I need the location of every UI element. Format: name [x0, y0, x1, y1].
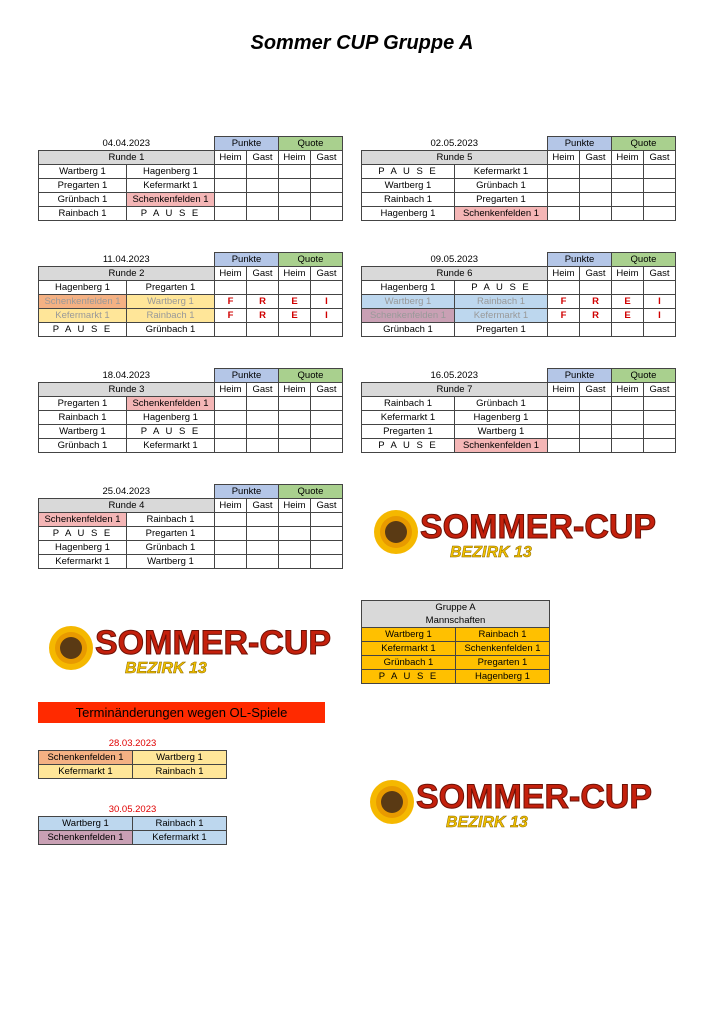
away-team: Kefermarkt 1 [127, 179, 215, 193]
score-cell[interactable] [612, 425, 644, 439]
quote-header: Quote [279, 485, 343, 499]
score-cell[interactable] [580, 165, 612, 179]
sommer-cup-logo [45, 618, 345, 682]
home-team: Hagenberg 1 [362, 281, 455, 295]
home-team: Schenkenfelden 1 [362, 309, 455, 323]
gast-header: Gast [247, 499, 279, 513]
round-label: Runde 4 [39, 499, 215, 513]
change-table-2 [38, 803, 227, 845]
score-cell[interactable] [279, 425, 311, 439]
score-cell[interactable] [644, 207, 676, 221]
score-cell[interactable] [612, 323, 644, 337]
gast-header: Gast [580, 267, 612, 281]
away-team: P A U S E [127, 207, 215, 221]
away-team: Pregarten 1 [127, 527, 215, 541]
punkte-header: Punkte [215, 253, 279, 267]
frei-letter: E [279, 295, 311, 309]
round-date: 09.05.2023 [430, 253, 479, 265]
score-cell[interactable] [548, 193, 580, 207]
round-label: Runde 5 [362, 151, 548, 165]
score-cell[interactable] [279, 527, 311, 541]
score-cell[interactable] [247, 425, 279, 439]
score-cell[interactable] [548, 207, 580, 221]
frei-letter: R [247, 309, 279, 323]
frei-letter: E [612, 295, 644, 309]
score-cell[interactable] [215, 439, 247, 453]
change-table-1 [38, 737, 227, 779]
home-team: Schenkenfelden 1 [39, 513, 127, 527]
score-cell[interactable] [311, 193, 343, 207]
frei-letter: F [548, 309, 580, 323]
frei-letter: I [644, 309, 676, 323]
score-cell[interactable] [580, 323, 612, 337]
score-cell[interactable] [215, 207, 247, 221]
score-cell[interactable] [279, 179, 311, 193]
score-cell[interactable] [215, 425, 247, 439]
score-cell[interactable] [279, 513, 311, 527]
score-cell[interactable] [644, 397, 676, 411]
score-cell[interactable] [247, 207, 279, 221]
team-cell: Rainbach 1 [456, 628, 550, 642]
away-team: Hagenberg 1 [127, 165, 215, 179]
away-team: Hagenberg 1 [455, 411, 548, 425]
heim-header: Heim [215, 267, 247, 281]
round-4-table [38, 484, 343, 569]
home-team: Wartberg 1 [39, 425, 127, 439]
score-cell[interactable] [612, 207, 644, 221]
round-7-table [361, 368, 676, 453]
away-team: Rainbach 1 [455, 295, 548, 309]
score-cell[interactable] [215, 513, 247, 527]
away-team: Wartberg 1 [455, 425, 548, 439]
round-label: Runde 7 [362, 383, 548, 397]
score-cell[interactable] [580, 193, 612, 207]
home-team: P A U S E [39, 527, 127, 541]
sunflower-icon [374, 510, 418, 554]
score-cell[interactable] [215, 555, 247, 569]
quote-header: Quote [612, 369, 676, 383]
home-team: Wartberg 1 [362, 179, 455, 193]
score-cell[interactable] [612, 193, 644, 207]
home-team: Grünbach 1 [39, 193, 127, 207]
round-label: Runde 1 [39, 151, 215, 165]
gast-header: Gast [311, 151, 343, 165]
gast-header: Gast [580, 151, 612, 165]
heim-header: Heim [548, 151, 580, 165]
heim-header: Heim [279, 383, 311, 397]
quote-header: Quote [279, 253, 343, 267]
gruppe-table [361, 600, 550, 684]
score-cell[interactable] [247, 323, 279, 337]
heim-header: Heim [612, 267, 644, 281]
score-cell[interactable] [548, 165, 580, 179]
away-team: Pregarten 1 [455, 323, 548, 337]
score-cell[interactable] [644, 281, 676, 295]
score-cell[interactable] [548, 323, 580, 337]
score-cell[interactable] [612, 439, 644, 453]
quote-header: Quote [612, 137, 676, 151]
gruppe-title: Gruppe A [362, 601, 550, 615]
score-cell[interactable] [644, 193, 676, 207]
frei-letter: F [215, 295, 247, 309]
gast-header: Gast [247, 383, 279, 397]
logo-subtext: BEZIRK 13 [125, 660, 207, 677]
home-team: Rainbach 1 [362, 397, 455, 411]
frei-letter: R [580, 309, 612, 323]
score-cell[interactable] [612, 179, 644, 193]
score-cell[interactable] [644, 323, 676, 337]
team-cell: P A U S E [362, 670, 456, 684]
round-1-table [38, 136, 343, 221]
away-team: Pregarten 1 [455, 193, 548, 207]
score-cell[interactable] [580, 281, 612, 295]
home-team: P A U S E [362, 439, 455, 453]
away-team: Rainbach 1 [127, 309, 215, 323]
away-team: Schenkenfelden 1 [455, 207, 548, 221]
score-cell[interactable] [548, 425, 580, 439]
home-team: Kefermarkt 1 [39, 309, 127, 323]
home-team: Rainbach 1 [362, 193, 455, 207]
away-team: Kefermarkt 1 [455, 309, 548, 323]
frei-letter: R [247, 295, 279, 309]
score-cell[interactable] [548, 397, 580, 411]
home-team: Pregarten 1 [39, 179, 127, 193]
heim-header: Heim [279, 151, 311, 165]
score-cell[interactable] [311, 165, 343, 179]
quote-header: Quote [279, 369, 343, 383]
score-cell[interactable] [247, 193, 279, 207]
round-label: Runde 3 [39, 383, 215, 397]
away-team: Kefermarkt 1 [133, 831, 227, 845]
score-cell[interactable] [247, 179, 279, 193]
logo-subtext: BEZIRK 13 [450, 544, 532, 561]
score-cell[interactable] [215, 165, 247, 179]
score-cell[interactable] [644, 411, 676, 425]
home-team: Kefermarkt 1 [362, 411, 455, 425]
away-team: Wartberg 1 [127, 555, 215, 569]
frei-letter: I [311, 295, 343, 309]
score-cell[interactable] [644, 179, 676, 193]
away-team: Hagenberg 1 [127, 411, 215, 425]
score-cell[interactable] [279, 207, 311, 221]
away-team: Grünbach 1 [127, 323, 215, 337]
score-cell[interactable] [247, 397, 279, 411]
punkte-header: Punkte [548, 137, 612, 151]
sunflower-icon [49, 626, 93, 670]
page-title: Sommer CUP Gruppe A [250, 32, 474, 54]
score-cell[interactable] [612, 281, 644, 295]
score-cell[interactable] [580, 425, 612, 439]
away-team: Pregarten 1 [127, 281, 215, 295]
heim-header: Heim [215, 499, 247, 513]
home-team: P A U S E [362, 165, 455, 179]
score-cell[interactable] [247, 411, 279, 425]
home-team: Grünbach 1 [362, 323, 455, 337]
quote-header: Quote [279, 137, 343, 151]
gast-header: Gast [247, 267, 279, 281]
punkte-header: Punkte [215, 369, 279, 383]
heim-header: Heim [612, 383, 644, 397]
score-cell[interactable] [311, 527, 343, 541]
score-cell[interactable] [644, 439, 676, 453]
team-cell: Pregarten 1 [456, 656, 550, 670]
round-2-table [38, 252, 343, 337]
quote-header: Quote [612, 253, 676, 267]
score-cell[interactable] [548, 281, 580, 295]
round-6-table [361, 252, 676, 337]
frei-letter: F [548, 295, 580, 309]
punkte-header: Punkte [215, 137, 279, 151]
home-team: P A U S E [39, 323, 127, 337]
gast-header: Gast [247, 151, 279, 165]
score-cell[interactable] [247, 165, 279, 179]
score-cell[interactable] [612, 397, 644, 411]
score-cell[interactable] [279, 411, 311, 425]
team-cell: Wartberg 1 [362, 628, 456, 642]
score-cell[interactable] [311, 513, 343, 527]
score-cell[interactable] [215, 411, 247, 425]
sommer-cup-logo [370, 502, 670, 566]
score-cell[interactable] [215, 541, 247, 555]
home-team: Pregarten 1 [362, 425, 455, 439]
away-team: Schenkenfelden 1 [127, 397, 215, 411]
change-date: 28.03.2023 [108, 738, 157, 749]
heim-header: Heim [548, 383, 580, 397]
gast-header: Gast [644, 383, 676, 397]
score-cell[interactable] [279, 165, 311, 179]
away-team: Schenkenfelden 1 [127, 193, 215, 207]
logo-text: SOMMER-CUP [420, 508, 657, 546]
score-cell[interactable] [279, 193, 311, 207]
away-team: Rainbach 1 [133, 765, 227, 779]
score-cell[interactable] [215, 397, 247, 411]
score-cell[interactable] [580, 439, 612, 453]
score-cell[interactable] [548, 411, 580, 425]
punkte-header: Punkte [548, 253, 612, 267]
home-team: Schenkenfelden 1 [39, 751, 133, 765]
away-team: P A U S E [127, 425, 215, 439]
score-cell[interactable] [548, 179, 580, 193]
round-5-table [361, 136, 676, 221]
home-team: Hagenberg 1 [39, 541, 127, 555]
round-date: 16.05.2023 [430, 369, 479, 381]
score-cell[interactable] [247, 541, 279, 555]
home-team: Schenkenfelden 1 [39, 295, 127, 309]
home-team: Rainbach 1 [39, 207, 127, 221]
score-cell[interactable] [247, 439, 279, 453]
score-cell[interactable] [612, 165, 644, 179]
home-team: Grünbach 1 [39, 439, 127, 453]
score-cell[interactable] [311, 425, 343, 439]
frei-letter: R [580, 295, 612, 309]
home-team: Wartberg 1 [362, 295, 455, 309]
punkte-header: Punkte [548, 369, 612, 383]
score-cell[interactable] [215, 193, 247, 207]
away-team: Kefermarkt 1 [127, 439, 215, 453]
home-team: Wartberg 1 [39, 165, 127, 179]
score-cell[interactable] [548, 439, 580, 453]
score-cell[interactable] [215, 527, 247, 541]
score-cell[interactable] [311, 397, 343, 411]
score-cell[interactable] [279, 281, 311, 295]
home-team: Rainbach 1 [39, 411, 127, 425]
frei-letter: E [612, 309, 644, 323]
score-cell[interactable] [311, 179, 343, 193]
round-date: 25.04.2023 [102, 485, 151, 497]
away-team: Rainbach 1 [127, 513, 215, 527]
gast-header: Gast [644, 267, 676, 281]
score-cell[interactable] [311, 281, 343, 295]
score-cell[interactable] [644, 165, 676, 179]
team-cell: Grünbach 1 [362, 656, 456, 670]
score-cell[interactable] [215, 179, 247, 193]
score-cell[interactable] [279, 541, 311, 555]
home-team: Kefermarkt 1 [39, 555, 127, 569]
change-date: 30.05.2023 [108, 804, 157, 815]
frei-letter: E [279, 309, 311, 323]
away-team: Grünbach 1 [455, 397, 548, 411]
gruppe-subtitle: Mannschaften [362, 614, 550, 628]
score-cell[interactable] [247, 513, 279, 527]
score-cell[interactable] [644, 425, 676, 439]
score-cell[interactable] [279, 397, 311, 411]
round-label: Runde 2 [39, 267, 215, 281]
sommer-cup-logo [366, 772, 666, 836]
away-team: P A U S E [455, 281, 548, 295]
score-cell[interactable] [279, 323, 311, 337]
home-team: Wartberg 1 [39, 817, 133, 831]
score-cell[interactable] [247, 527, 279, 541]
round-3-table [38, 368, 343, 453]
logo-text: SOMMER-CUP [416, 778, 653, 816]
round-date: 02.05.2023 [430, 137, 479, 149]
termin-banner: Terminänderungen wegen OL-Spiele [38, 702, 325, 723]
score-cell[interactable] [580, 397, 612, 411]
heim-header: Heim [548, 267, 580, 281]
away-team: Wartberg 1 [127, 295, 215, 309]
heim-header: Heim [279, 267, 311, 281]
frei-letter: F [215, 309, 247, 323]
round-date: 04.04.2023 [102, 137, 151, 149]
score-cell[interactable] [580, 179, 612, 193]
heim-header: Heim [215, 383, 247, 397]
score-cell[interactable] [311, 207, 343, 221]
round-date: 18.04.2023 [102, 369, 151, 381]
gast-header: Gast [311, 383, 343, 397]
score-cell[interactable] [311, 439, 343, 453]
score-cell[interactable] [311, 541, 343, 555]
sunflower-icon [370, 780, 414, 824]
logo-text: SOMMER-CUP [95, 624, 332, 662]
score-cell[interactable] [580, 411, 612, 425]
away-team: Rainbach 1 [133, 817, 227, 831]
score-cell[interactable] [311, 555, 343, 569]
score-cell[interactable] [311, 411, 343, 425]
round-label: Runde 6 [362, 267, 548, 281]
away-team: Grünbach 1 [127, 541, 215, 555]
score-cell[interactable] [580, 207, 612, 221]
punkte-header: Punkte [215, 485, 279, 499]
away-team: Grünbach 1 [455, 179, 548, 193]
away-team: Kefermarkt 1 [455, 165, 548, 179]
home-team: Kefermarkt 1 [39, 765, 133, 779]
away-team: Wartberg 1 [133, 751, 227, 765]
away-team: Schenkenfelden 1 [455, 439, 548, 453]
home-team: Hagenberg 1 [39, 281, 127, 295]
team-cell: Hagenberg 1 [456, 670, 550, 684]
frei-letter: I [644, 295, 676, 309]
home-team: Pregarten 1 [39, 397, 127, 411]
score-cell[interactable] [215, 323, 247, 337]
heim-header: Heim [612, 151, 644, 165]
score-cell[interactable] [279, 555, 311, 569]
gast-header: Gast [644, 151, 676, 165]
home-team: Hagenberg 1 [362, 207, 455, 221]
score-cell[interactable] [612, 411, 644, 425]
gast-header: Gast [580, 383, 612, 397]
score-cell[interactable] [311, 323, 343, 337]
score-cell[interactable] [279, 439, 311, 453]
home-team: Schenkenfelden 1 [39, 831, 133, 845]
team-cell: Kefermarkt 1 [362, 642, 456, 656]
frei-letter: I [311, 309, 343, 323]
gast-header: Gast [311, 499, 343, 513]
logo-subtext: BEZIRK 13 [446, 814, 528, 831]
team-cell: Schenkenfelden 1 [456, 642, 550, 656]
heim-header: Heim [279, 499, 311, 513]
score-cell[interactable] [215, 281, 247, 295]
score-cell[interactable] [247, 281, 279, 295]
score-cell[interactable] [247, 555, 279, 569]
heim-header: Heim [215, 151, 247, 165]
gast-header: Gast [311, 267, 343, 281]
round-date: 11.04.2023 [102, 253, 150, 265]
